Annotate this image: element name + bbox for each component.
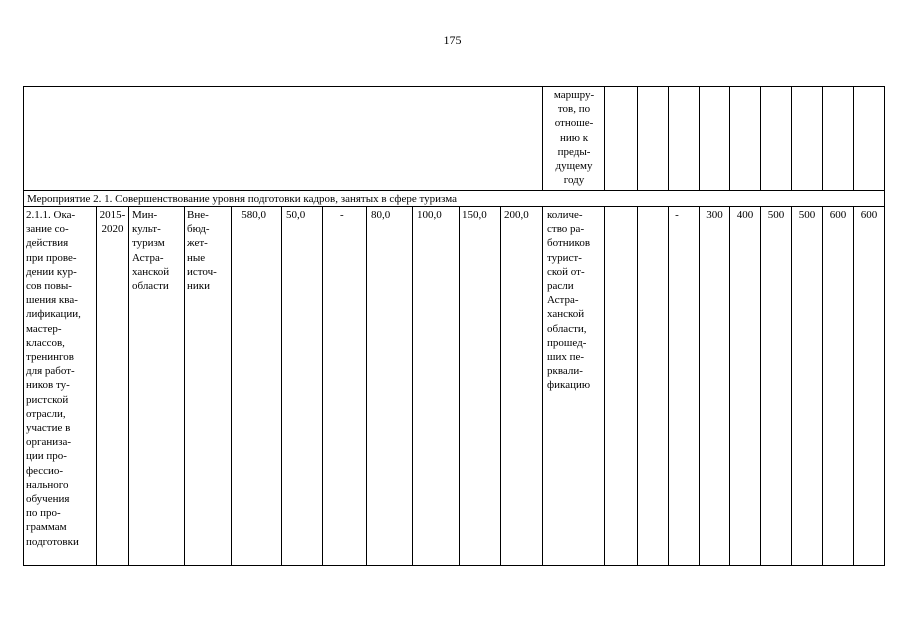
- column-divider: [604, 206, 605, 566]
- column-divider: [822, 86, 823, 191]
- page-number: 175: [443, 33, 462, 47]
- column-divider: [760, 206, 761, 566]
- column-divider: [699, 86, 700, 191]
- indicator-value-4-cell: 300: [706, 209, 723, 221]
- period-cell: 2015- 2020: [99, 209, 126, 236]
- column-divider: [668, 206, 669, 566]
- column-divider: [729, 86, 730, 191]
- funding-source-cell: Вне- бюд- жет- ные источ- ники: [187, 209, 217, 293]
- indicator-value-9-cell: 600: [860, 209, 878, 221]
- table-right-border: [884, 86, 885, 566]
- value-2018-cell: 100,0: [417, 209, 442, 221]
- column-divider: [542, 206, 543, 566]
- column-divider: [231, 206, 232, 566]
- column-divider: [791, 206, 792, 566]
- column-divider: [281, 206, 282, 566]
- value-2015-cell: 50,0: [286, 209, 306, 221]
- column-divider: [822, 206, 823, 566]
- section-title: Мероприятие 2. 1. Совершенствование уровня подготовки кадров, занятых в сфере туризма: [27, 193, 457, 205]
- column-divider: [604, 86, 605, 191]
- column-divider: [322, 206, 323, 566]
- column-divider: [184, 206, 185, 566]
- column-divider: [637, 206, 638, 566]
- section-top-border: [23, 190, 885, 191]
- column-divider: [637, 86, 638, 191]
- measure-name-cell: 2.1.1. Ока- зание со- действия при прове- дении кур- сов повы- шения ква- лификации, мастер- классов, тренингов для работ- ников ту- ристской отрасли, участие в организа- ции про- фессио- нального обучения по про- граммам подготовки: [26, 209, 81, 548]
- value-2017-cell: 80,0: [371, 209, 391, 221]
- continuation-indicator-cell: маршру- тов, по отноше- нию к преды- дущему году: [553, 89, 595, 187]
- column-divider: [853, 206, 854, 566]
- column-divider: [699, 206, 700, 566]
- column-divider: [791, 86, 792, 191]
- section-bottom-border: [23, 206, 885, 207]
- executor-cell: Мин- культ- туризм Астра- ханской области: [132, 209, 170, 293]
- value-2019-cell: 150,0: [462, 209, 487, 221]
- table-top-border: [23, 86, 885, 87]
- column-divider: [96, 206, 97, 566]
- indicator-value-7-cell: 500: [798, 209, 816, 221]
- value-2020-cell: 200,0: [504, 209, 529, 221]
- column-divider: [366, 206, 367, 566]
- column-divider: [729, 206, 730, 566]
- indicator-value-5-cell: 400: [736, 209, 754, 221]
- total-cell: 580,0: [241, 209, 266, 221]
- column-divider: [760, 86, 761, 191]
- indicator-value-6-cell: 500: [767, 209, 785, 221]
- table-left-border: [23, 86, 24, 566]
- value-2016-cell: -: [340, 209, 344, 221]
- column-divider: [128, 206, 129, 566]
- column-divider: [853, 86, 854, 191]
- indicator-name-cell: количе- ство ра- ботников турист- ской от- расли Астра- ханской области, прошед- ших пе- рквали- фикацию: [547, 209, 591, 392]
- column-divider: [668, 86, 669, 191]
- indicator-value-8-cell: 600: [829, 209, 847, 221]
- column-divider: [412, 206, 413, 566]
- table-bottom-border: [23, 565, 885, 566]
- column-divider: [459, 206, 460, 566]
- column-divider: [542, 86, 543, 191]
- column-divider: [500, 206, 501, 566]
- indicator-value-3-cell: -: [675, 209, 679, 221]
